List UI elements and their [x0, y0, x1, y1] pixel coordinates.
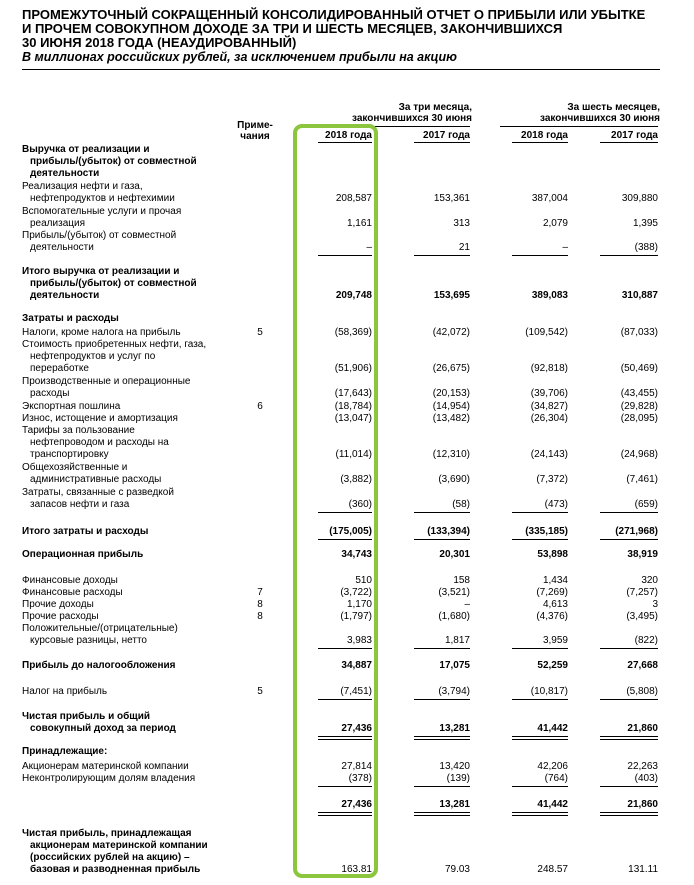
subtotal-underline [512, 255, 568, 256]
row-label-line: Выручка от реализации и [22, 144, 150, 155]
year-header: 2017 года [611, 130, 658, 141]
row-value: (659) [634, 498, 658, 510]
row-value: 153,695 [433, 289, 470, 301]
row-label-line: Принадлежащие: [22, 746, 108, 757]
row-value: (378) [348, 773, 372, 784]
report-subtitle: В миллионах российских рублей, за исключением прибыли на акцию [22, 50, 457, 64]
row-value: – [464, 599, 470, 610]
total-double-underline [512, 736, 568, 740]
row-value: 27,436 [341, 799, 372, 810]
row-label-line: нефтепродуктов и нефтехимии [30, 192, 175, 204]
row-value: 131.11 [628, 863, 658, 875]
row-label-line: Затраты и расходы [22, 313, 119, 324]
row-value: 1,170 [346, 599, 372, 610]
subtotal-underline [512, 648, 568, 649]
row-value: (29,828) [620, 401, 658, 412]
row-label [22, 339, 232, 375]
row-value: 389,083 [531, 289, 568, 301]
row-value: (42,072) [432, 327, 470, 338]
row-label-line: Чистая прибыль и общий [22, 711, 151, 722]
total-double-underline [512, 812, 568, 816]
row-value: 21 [458, 241, 470, 253]
row-value: 3,983 [346, 634, 372, 646]
row-label-line: административные расходы [30, 473, 162, 485]
row-label [22, 487, 232, 511]
row-label [22, 206, 232, 230]
subtotal-underline [414, 539, 470, 540]
row-value: (28,095) [620, 413, 658, 424]
row-value: 387,004 [531, 192, 568, 204]
subtotal-underline [414, 786, 470, 787]
row-value: (26,304) [530, 413, 568, 424]
total-double-underline [414, 812, 470, 816]
row-value: (1,680) [438, 611, 470, 622]
row-label-line: Прочие расходы [22, 611, 99, 622]
notes-header-line: чания [240, 131, 270, 142]
row-value: 1,817 [444, 634, 470, 646]
row-label-line: (российских рублей на акцию) – [30, 851, 190, 863]
group-header-line: За три месяца, [398, 102, 472, 113]
row-label [22, 313, 232, 325]
row-value: 209,748 [335, 289, 372, 301]
row-note-ref: 5 [257, 327, 263, 338]
row-value: 27,436 [341, 722, 372, 734]
row-label [22, 599, 232, 611]
row-value: (7,372) [536, 473, 568, 485]
row-value: 320 [641, 575, 658, 586]
year-header: 2017 года [423, 130, 470, 141]
row-value: (50,469) [620, 362, 658, 374]
row-value: (58) [452, 498, 470, 510]
row-value: (4,376) [536, 611, 568, 622]
row-value: 42,206 [537, 761, 568, 772]
row-value: (7,451) [340, 686, 372, 697]
row-value: 153,361 [433, 192, 470, 204]
subtotal-underline [414, 255, 470, 256]
row-value: (139) [446, 773, 470, 784]
row-label [22, 413, 232, 425]
row-value: (7,257) [626, 587, 658, 598]
row-value: 22,263 [627, 761, 658, 772]
row-value: (335,185) [525, 526, 568, 537]
row-value: 34,743 [341, 549, 372, 560]
row-value: (51,906) [334, 362, 372, 374]
row-label-line: Стоимость приобретенных нефти, газа, [22, 339, 207, 350]
row-label-line: Итого затраты и расходы [22, 526, 149, 537]
row-value: (13,047) [334, 413, 372, 424]
row-value: (18,784) [334, 401, 372, 412]
row-value: (3,690) [438, 473, 470, 485]
row-note-ref: 7 [257, 587, 263, 598]
row-value: 2,079 [542, 217, 568, 229]
subtotal-underline [600, 786, 658, 787]
report-title-line: ПРОМЕЖУТОЧНЫЙ СОКРАЩЕННЫЙ КОНСОЛИДИРОВАННЫЙ ОТЧЕТ О ПРИБЫЛИ ИЛИ УБЫТКЕ [22, 7, 646, 22]
row-label [22, 686, 232, 698]
row-value: 79.03 [444, 863, 470, 875]
row-label [22, 611, 232, 623]
row-value: 13,281 [439, 799, 470, 810]
row-label [22, 462, 232, 486]
group-header-line: За шесть месяцев, [567, 102, 660, 113]
row-value: (26,675) [432, 362, 470, 374]
group-header-line: закончившихся 30 июня [540, 113, 660, 124]
row-value: (7,269) [536, 587, 568, 598]
row-note-ref: 5 [257, 686, 263, 697]
row-value: (24,968) [620, 448, 658, 460]
total-double-underline [600, 812, 658, 816]
row-note-ref: 8 [257, 611, 263, 622]
subtotal-underline [512, 786, 568, 787]
row-value: (87,033) [620, 327, 658, 338]
row-label-line: нефтепродуктов и услуг по [30, 350, 156, 362]
row-label-line: Прибыль/(убыток) от совместной [22, 230, 177, 241]
row-value: (3,495) [626, 611, 658, 622]
row-value: (5,808) [626, 686, 658, 697]
row-value: 27,814 [341, 761, 372, 772]
row-label-line: Чистая прибыль, принадлежащая [22, 828, 192, 839]
row-note-ref: 6 [257, 401, 263, 412]
notes-header-line: Приме- [237, 120, 273, 131]
row-value: (24,143) [530, 448, 568, 460]
row-value: (7,461) [626, 473, 658, 485]
year-header: 2018 года [521, 130, 568, 141]
row-label-line: акционерам материнской компании [30, 839, 208, 851]
subtotal-underline [414, 512, 470, 513]
row-label [22, 327, 232, 339]
row-label-line: Экспортная пошлина [22, 401, 121, 412]
subtotal-underline [600, 512, 658, 513]
row-value: 34,887 [341, 660, 372, 671]
row-label-line: Акционерам материнской компании [22, 761, 189, 772]
row-label [22, 401, 232, 413]
row-label-line: Положительные/(отрицательные) [22, 623, 178, 634]
report-title-line: 30 ИЮНЯ 2018 ГОДА (НЕАУДИРОВАННЫЙ) [22, 35, 297, 50]
row-value: 52,259 [537, 660, 568, 671]
row-label-line: нефтепроводом и расходы на [30, 436, 169, 448]
row-value: 309,880 [621, 192, 658, 204]
row-label [22, 660, 232, 672]
row-value: (58,369) [334, 327, 372, 338]
row-value: 1,395 [632, 217, 658, 229]
total-double-underline [600, 736, 658, 740]
row-label-line: реализация [30, 217, 85, 229]
row-value: (34,827) [530, 401, 568, 412]
row-label [22, 575, 232, 587]
row-value: 41,442 [537, 722, 568, 734]
row-value: 4,613 [542, 599, 568, 610]
row-value: (175,005) [329, 526, 372, 537]
row-value: (1,797) [340, 611, 372, 622]
row-value: (403) [634, 773, 658, 784]
row-label-line: Вспомогательные услуги и прочая [22, 206, 182, 217]
row-value: – [562, 241, 568, 253]
row-label-line: курсовые разницы, нетто [30, 634, 147, 646]
row-value: (10,817) [530, 686, 568, 697]
row-label [22, 623, 232, 647]
row-note-ref: 8 [257, 599, 263, 610]
subtotal-underline [414, 699, 470, 700]
row-value: 158 [453, 575, 470, 586]
row-value: (13,482) [432, 413, 470, 424]
report-title-line: И ПРОЧЕМ СОВОКУПНОМ ДОХОДЕ ЗА ТРИ И ШЕСТЬ МЕСЯЦЕВ, ЗАКОНЧИВШИХСЯ [22, 21, 563, 36]
row-label [22, 181, 232, 205]
row-value: 13,281 [439, 722, 470, 734]
row-label [22, 773, 232, 785]
row-value: 21,860 [627, 722, 658, 734]
row-label-line: расходы [30, 387, 70, 399]
row-label [22, 549, 232, 561]
row-value: (39,706) [530, 387, 568, 399]
row-label [22, 376, 232, 400]
subtotal-underline [600, 699, 658, 700]
row-label-line: прибыль/(убыток) от совместной [30, 155, 197, 167]
row-label-line: Тарифы за пользование [22, 425, 135, 436]
row-value: 313 [453, 217, 470, 229]
row-value: (3,794) [438, 686, 470, 697]
row-value: (12,310) [432, 448, 470, 460]
row-value: (11,014) [335, 448, 372, 460]
row-value: 163.81 [341, 863, 372, 875]
row-label [22, 711, 232, 735]
row-label [22, 746, 232, 758]
row-value: 510 [355, 575, 372, 586]
row-label [22, 144, 232, 180]
row-label-line: Производственные и операционные [22, 376, 191, 387]
row-label [22, 230, 232, 254]
subtotal-underline [414, 648, 470, 649]
row-value: (271,968) [615, 526, 658, 537]
row-value: 17,075 [439, 660, 470, 671]
row-value: (473) [544, 498, 568, 510]
row-value: (17,643) [334, 387, 372, 399]
row-value: 310,887 [621, 289, 658, 301]
row-label-line: Неконтролирующим долям владения [22, 773, 196, 784]
subtotal-underline [512, 512, 568, 513]
row-label-line: транспортировку [30, 448, 109, 460]
row-label [22, 761, 232, 773]
row-value: (109,542) [525, 327, 568, 338]
row-value: (388) [634, 241, 658, 253]
row-label [22, 425, 232, 461]
row-value: 27,668 [627, 660, 658, 671]
row-value: (3,722) [340, 587, 372, 598]
row-label-line: переработке [30, 362, 89, 374]
row-value: (764) [544, 773, 568, 784]
subtotal-underline [600, 255, 658, 256]
row-value: (133,394) [427, 526, 470, 537]
row-label [22, 526, 232, 538]
subtotal-underline [600, 539, 658, 540]
row-value: 1,161 [346, 217, 372, 229]
row-label-line: совокупный доход за период [30, 722, 176, 734]
subtotal-underline [512, 539, 568, 540]
row-label-line: Финансовые доходы [22, 575, 118, 586]
row-value: 53,898 [537, 549, 568, 560]
row-label-line: базовая и разводненная прибыль [30, 863, 201, 875]
row-value: (3,882) [340, 473, 372, 485]
highlight-frame-2018-three-months [293, 124, 378, 878]
row-label-line: Прочие доходы [22, 599, 94, 610]
row-label-line: прибыль/(убыток) от совместной [30, 277, 197, 289]
row-label-line: деятельности [30, 167, 100, 179]
row-value: 38,919 [627, 549, 658, 560]
row-value: 20,301 [439, 549, 470, 560]
row-value: 3 [652, 599, 658, 610]
subtotal-underline [512, 699, 568, 700]
row-label-line: деятельности [30, 241, 94, 253]
row-value: 13,420 [439, 761, 470, 772]
row-label-line: Итого выручка от реализации и [22, 266, 180, 277]
row-value: 248.57 [537, 863, 568, 875]
row-label-line: Общехозяйственные и [22, 462, 128, 473]
row-label-line: Износ, истощение и амортизация [22, 413, 178, 424]
row-value: (360) [348, 498, 372, 510]
row-label-line: Финансовые расходы [22, 587, 123, 598]
row-value: 3,959 [542, 634, 568, 646]
row-value: (43,455) [620, 387, 658, 399]
row-value: 1,434 [542, 575, 568, 586]
row-label-line: Налог на прибыль [22, 686, 108, 697]
row-value: (3,521) [438, 587, 470, 598]
row-value: (822) [634, 634, 658, 646]
year-header: 2018 года [325, 130, 372, 141]
row-value: (14,954) [432, 401, 470, 412]
row-label-line: Налоги, кроме налога на прибыль [22, 327, 181, 338]
row-label-line: запасов нефти и газа [30, 498, 130, 510]
row-label [22, 587, 232, 599]
row-value: 21,860 [627, 799, 658, 810]
row-label-line: Реализация нефти и газа, [22, 181, 143, 192]
row-value: 41,442 [537, 799, 568, 810]
subtotal-underline [600, 648, 658, 649]
row-label-line: деятельности [30, 289, 100, 301]
row-label-line: Затраты, связанные с разведкой [22, 487, 174, 498]
total-double-underline [414, 736, 470, 740]
row-label [22, 266, 232, 302]
row-value: 208,587 [335, 192, 372, 204]
row-value: (20,153) [432, 387, 470, 399]
row-label [22, 828, 232, 876]
row-value: – [366, 241, 372, 253]
group-header-line: закончившихся 30 июня [352, 113, 472, 124]
row-label-line: Операционная прибыль [22, 549, 144, 560]
row-label-line: Прибыль до налогообложения [22, 660, 176, 671]
row-value: (92,818) [530, 362, 568, 374]
